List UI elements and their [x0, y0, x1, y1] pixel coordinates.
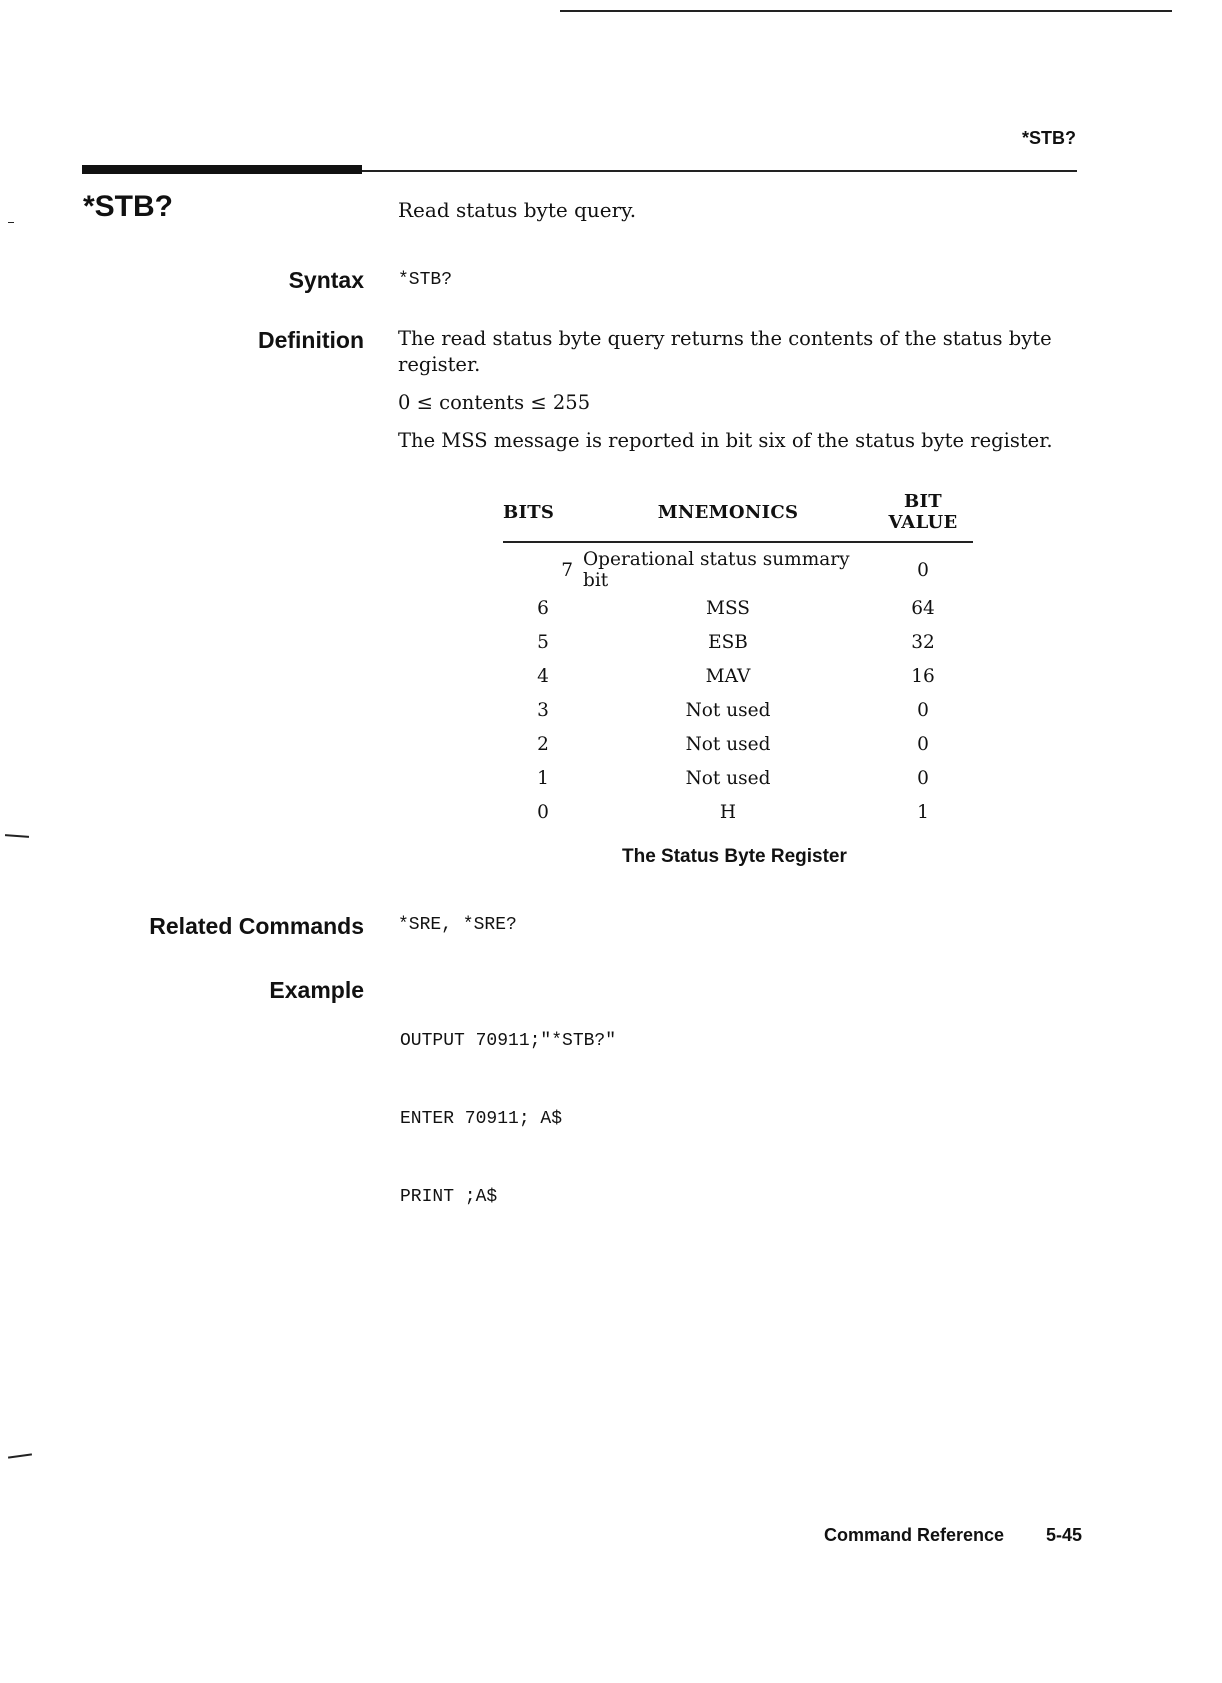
table-row — [503, 625, 973, 659]
bit-value-cell: 0 — [917, 733, 929, 755]
column-header-bit-value: BIT VALUE — [873, 491, 973, 542]
syntax-label: Syntax — [288, 267, 364, 293]
section-rule — [362, 170, 1077, 172]
bit-cell: 4 — [537, 665, 549, 687]
code-line: OUTPUT 70911;"*STB?" — [400, 1031, 617, 1051]
bit-value-cell: 16 — [911, 665, 935, 687]
definition-body — [398, 326, 1058, 466]
table-caption: The Status Byte Register — [622, 846, 847, 867]
margin-mark — [8, 222, 14, 223]
table-row — [503, 693, 973, 727]
code-line: PRINT ;A$ — [400, 1187, 498, 1207]
related-commands-label: Related Commands — [149, 913, 364, 939]
syntax-value: *STB? — [398, 270, 453, 290]
mnemonic-cell: MAV — [705, 665, 751, 687]
margin-mark — [5, 834, 29, 838]
bit-cell: 7 — [561, 559, 573, 581]
bit-value-cell: 32 — [911, 631, 935, 653]
bit-cell: 5 — [537, 631, 549, 653]
mnemonic-cell: H — [719, 801, 737, 823]
footer-page-number: 5-45 — [1046, 1525, 1083, 1545]
mnemonic-cell: Operational status summary bit — [583, 549, 850, 591]
example-label: Example — [269, 977, 364, 1003]
example-code — [400, 976, 616, 1236]
command-title: *STB? — [83, 190, 173, 223]
related-commands-value: *SRE, *SRE? — [398, 915, 517, 935]
mnemonic-cell: Not used — [685, 767, 771, 789]
mnemonic-cell: Not used — [685, 699, 771, 721]
bit-cell: 6 — [537, 597, 549, 619]
definition-label: Definition — [257, 327, 364, 353]
footer-section: Command Reference — [824, 1525, 1005, 1545]
running-head: *STB? — [1022, 128, 1076, 148]
definition-paragraph: The MSS message is reported in bit six of the status byte register. — [398, 429, 1053, 452]
table-row — [503, 761, 973, 795]
definition-paragraph: The read status byte query returns the contents of the status byte register. — [398, 327, 1052, 376]
bit-cell: 3 — [537, 699, 549, 721]
mnemonic-cell: MSS — [706, 597, 750, 619]
code-line: ENTER 70911; A$ — [400, 1109, 563, 1129]
section-thick-bar — [82, 165, 362, 174]
bit-value-cell: 64 — [911, 597, 935, 619]
bit-cell: 1 — [537, 767, 549, 789]
bit-cell: 2 — [537, 733, 549, 755]
table-row — [503, 542, 973, 591]
bit-value-cell: 0 — [917, 559, 929, 581]
table-row — [503, 591, 973, 625]
bit-value-cell: 0 — [917, 767, 929, 789]
margin-mark — [8, 1453, 32, 1458]
status-byte-table — [503, 491, 973, 829]
bit-value-cell: 1 — [917, 801, 929, 823]
table-row — [503, 795, 973, 829]
bit-value-cell: 0 — [917, 699, 929, 721]
mnemonic-cell: ESB — [708, 631, 748, 653]
mnemonic-cell: Not used — [685, 733, 771, 755]
table-row — [503, 659, 973, 693]
table-header-row — [503, 491, 973, 542]
column-header-mnemonics: MNEMONICS — [583, 491, 873, 542]
top-rule — [560, 10, 1172, 12]
table-row — [503, 727, 973, 761]
command-summary: Read status byte query. — [398, 198, 637, 222]
definition-range: 0 ≤ contents ≤ 255 — [398, 391, 591, 414]
bit-cell: 0 — [537, 801, 549, 823]
column-header-bits: BITS — [503, 491, 583, 542]
